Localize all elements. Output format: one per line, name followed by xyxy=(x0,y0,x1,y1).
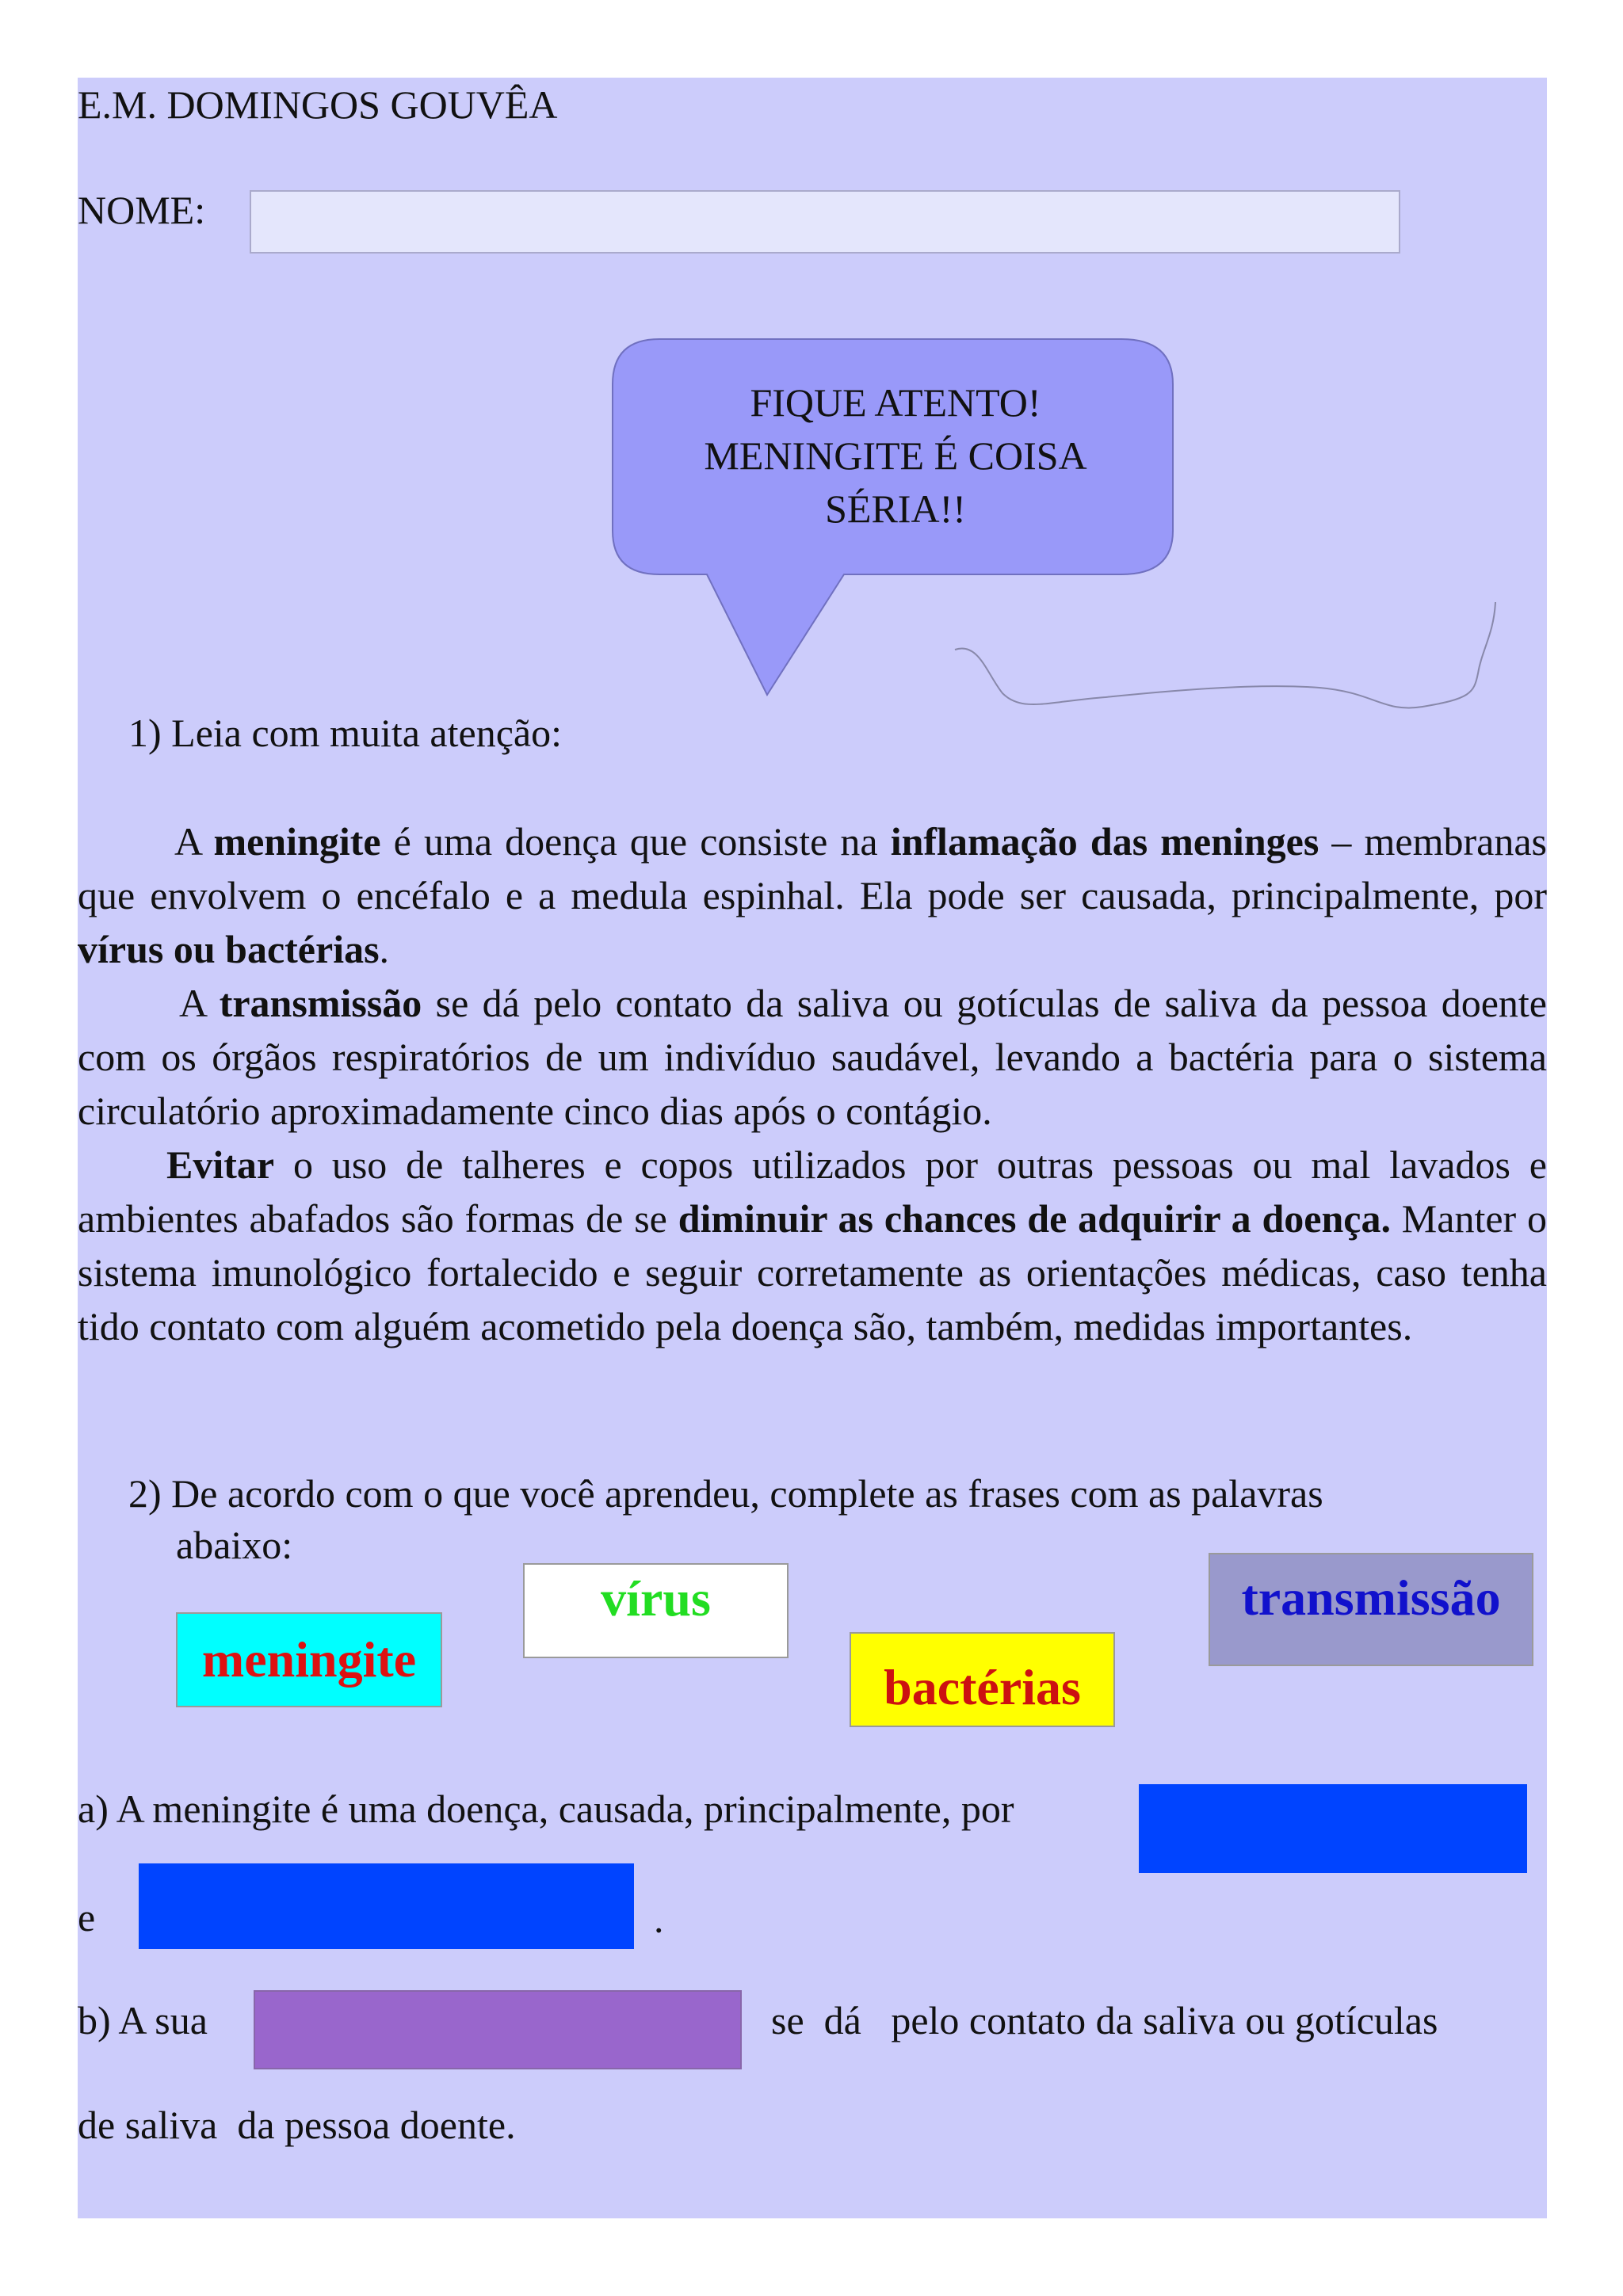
p2-run-2: se dá pelo contato da saliva ou gotículas de saliva da pessoa doente com os órgãos respiratórios de um indivíduo saudável, levando a bactéria para o sistema circulatório aproximadamente cinco dias após o contágio. xyxy=(78,981,1547,1133)
sentence-b-start: b) A sua xyxy=(78,1998,208,2042)
blank-a-1[interactable] xyxy=(1139,1784,1527,1873)
sentence-b-line-2: de saliva da pessoa doente. xyxy=(78,2103,516,2147)
q1-paragraph-2 xyxy=(78,976,1547,1138)
school-name: E.M. DOMINGOS GOUVÊA xyxy=(78,82,558,127)
q2-heading-line-2: abaixo: xyxy=(176,1523,293,1567)
p1-run-5: vírus ou bactérias xyxy=(78,927,380,971)
name-label: NOME: xyxy=(78,188,206,232)
p3-run-0: Evitar xyxy=(166,1142,275,1187)
q1-paragraph-1 xyxy=(78,814,1547,976)
word-card-meningite[interactable]: meningite xyxy=(176,1612,442,1707)
blank-b-1[interactable] xyxy=(254,1990,742,2069)
p1-run-0: A xyxy=(174,819,214,864)
p3-run-2: diminuir as chances de adquirir a doença. xyxy=(678,1196,1391,1241)
p1-run-4: – membranas que envolvem o encéfalo e a medula espinhal. Ela pode ser causada, principalmente, por xyxy=(78,819,1547,917)
sentence-a-and: e xyxy=(78,1895,96,1939)
q1-heading: 1) Leia com muita atenção: xyxy=(128,711,562,755)
callout-text xyxy=(634,376,1157,536)
sentence-b-middle: se dá pelo contato da saliva ou gotículas xyxy=(771,1998,1438,2042)
squiggle-line xyxy=(947,594,1502,713)
p2-run-0: A xyxy=(179,981,220,1025)
name-input[interactable] xyxy=(250,190,1400,254)
q2-heading-line-1: 2) De acordo com o que você aprendeu, complete as frases com as palavras xyxy=(128,1471,1323,1516)
p1-run-6: . xyxy=(379,927,390,971)
word-card-bacterias[interactable]: bactérias xyxy=(850,1632,1115,1727)
callout-line-2: MENINGITE É COISA xyxy=(704,433,1087,478)
p1-run-2: é uma doença que consiste na xyxy=(380,819,891,864)
p3-run-1: o uso de talheres e copos utilizados por outras pessoas ou mal lavados e ambientes abafados são formas de se xyxy=(78,1142,1547,1241)
sentence-a-period: . xyxy=(654,1897,664,1941)
p2-run-1: transmissão xyxy=(219,981,422,1025)
callout-line-1: FIQUE ATENTO! xyxy=(750,380,1041,425)
p3-run-3: Manter o sistema imunológico fortalecido e seguir corretamente as orientações médicas, caso tenha tido contato com alguém acometido pela doença são, também, medidas importantes. xyxy=(78,1196,1548,1348)
p1-run-1: meningite xyxy=(213,819,381,864)
word-card-virus[interactable]: vírus xyxy=(523,1563,789,1658)
callout-line-3: SÉRIA!! xyxy=(825,486,966,531)
word-card-transmissao[interactable]: transmissão xyxy=(1209,1553,1533,1666)
sentence-a-text: a) A meningite é uma doença, causada, principalmente, por xyxy=(78,1787,1014,1831)
q1-paragraph-3 xyxy=(78,1138,1547,1353)
blank-a-2[interactable] xyxy=(139,1863,634,1949)
p1-run-3: inflamação das meninges xyxy=(890,819,1319,864)
